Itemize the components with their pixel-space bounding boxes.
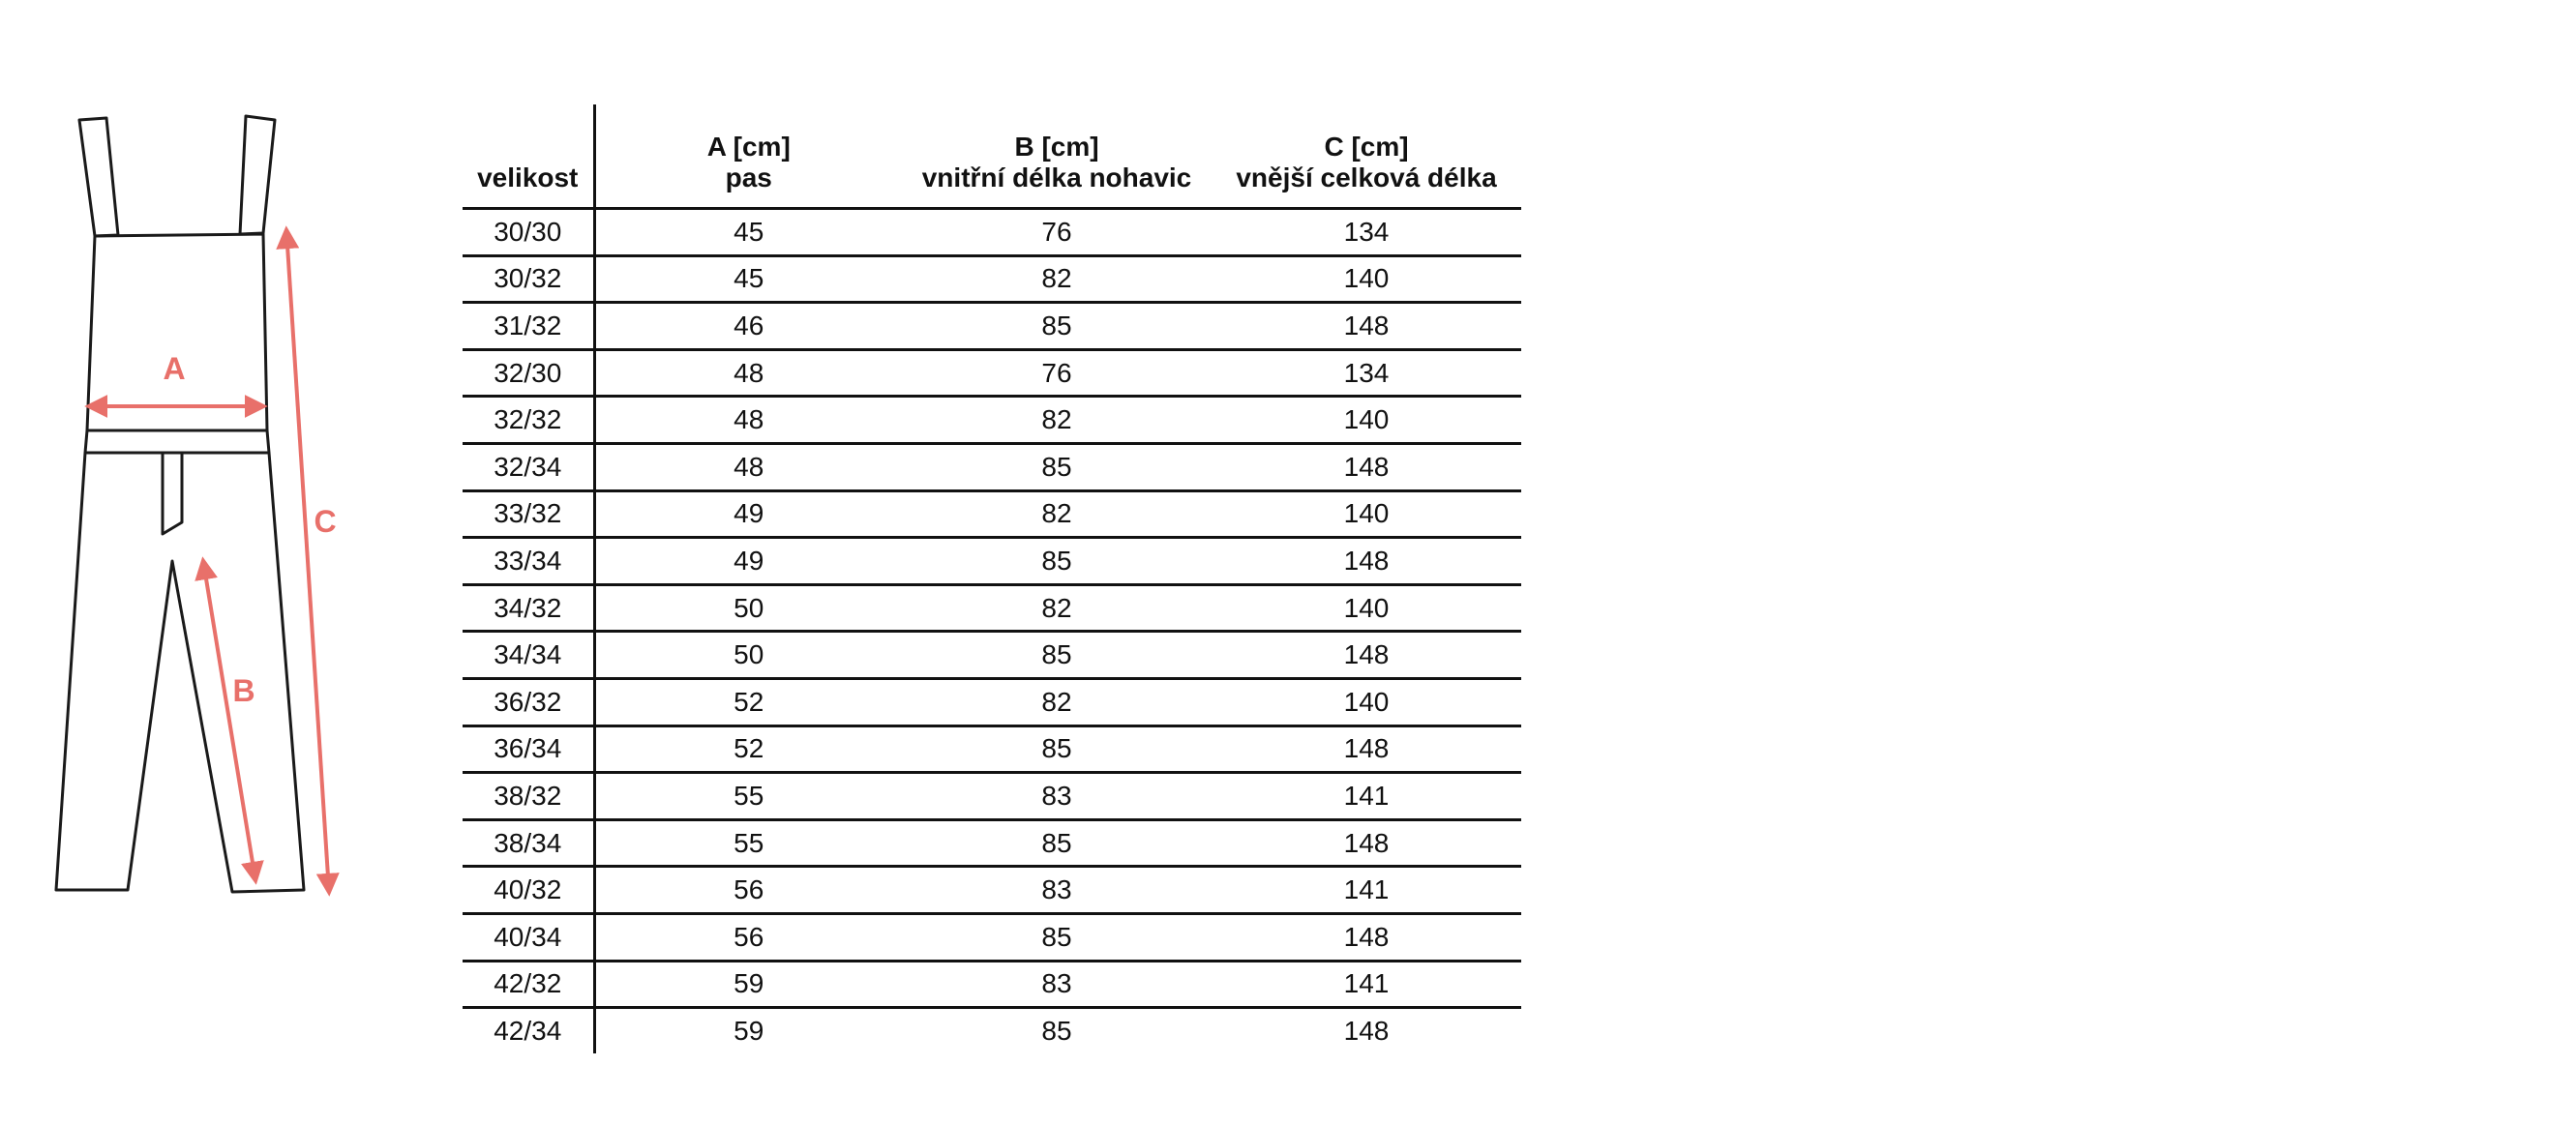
cell-waist: 56 xyxy=(594,913,902,961)
table-row xyxy=(463,584,1521,632)
overalls-diagram xyxy=(39,97,368,909)
cell-waist: 59 xyxy=(594,961,902,1008)
cell-size: 32/32 xyxy=(463,397,594,444)
cell-outseam: 140 xyxy=(1212,397,1521,444)
cell-inseam: 76 xyxy=(902,349,1212,397)
header-size-label: velikost xyxy=(477,163,579,192)
table-row xyxy=(463,490,1521,538)
cell-waist: 55 xyxy=(594,773,902,820)
cell-waist: 52 xyxy=(594,725,902,773)
bib xyxy=(87,234,267,430)
cell-size: 42/34 xyxy=(463,1008,594,1053)
measure-c-arrow xyxy=(286,230,329,892)
table-row xyxy=(463,443,1521,490)
cell-size: 33/32 xyxy=(463,490,594,538)
cell-waist: 45 xyxy=(594,209,902,256)
table-row xyxy=(463,961,1521,1008)
cell-inseam: 85 xyxy=(902,913,1212,961)
cell-inseam: 85 xyxy=(902,819,1212,867)
measure-b-arrow xyxy=(203,561,255,880)
cell-outseam: 141 xyxy=(1212,773,1521,820)
table-row xyxy=(463,632,1521,679)
cell-size: 40/32 xyxy=(463,867,594,914)
cell-waist: 56 xyxy=(594,867,902,914)
cell-waist: 49 xyxy=(594,538,902,585)
cell-outseam: 148 xyxy=(1212,913,1521,961)
cell-waist: 59 xyxy=(734,1015,764,1046)
cell-waist: 48 xyxy=(594,397,902,444)
cell-outseam: 134 xyxy=(1212,209,1521,256)
trousers xyxy=(56,453,304,892)
cell-inseam: 83 xyxy=(902,961,1212,1008)
cell-outseam: 140 xyxy=(1212,678,1521,725)
header-b-subtitle: vnitřní délka nohavic xyxy=(921,163,1192,192)
cell-outseam: 134 xyxy=(1212,349,1521,397)
cell-outseam: 148 xyxy=(1212,303,1521,350)
header-a xyxy=(594,104,902,209)
cell-inseam: 85 xyxy=(902,725,1212,773)
cell-waist: 45 xyxy=(594,255,902,303)
cell-waist: 49 xyxy=(594,490,902,538)
table-row xyxy=(463,913,1521,961)
cell-size: 40/34 xyxy=(463,913,594,961)
cell-waist: 50 xyxy=(594,584,902,632)
cell-waist: 48 xyxy=(594,443,902,490)
fly xyxy=(163,453,182,534)
left-strap xyxy=(79,118,118,236)
table-row xyxy=(463,678,1521,725)
measure-a-label: A xyxy=(163,351,186,386)
table-row xyxy=(463,303,1521,350)
cell-waist: 50 xyxy=(594,632,902,679)
cell-inseam: 85 xyxy=(902,632,1212,679)
cell-outseam: 140 xyxy=(1212,584,1521,632)
table-header-row xyxy=(463,104,1521,209)
table-row xyxy=(463,773,1521,820)
cell-outseam: 148 xyxy=(1212,819,1521,867)
cell-inseam: 82 xyxy=(902,584,1212,632)
header-c xyxy=(1212,104,1521,209)
cell-outseam: 141 xyxy=(1212,867,1521,914)
table-row xyxy=(463,725,1521,773)
cell-outseam: 148 xyxy=(1212,632,1521,679)
header-b xyxy=(902,104,1212,209)
table-row xyxy=(463,538,1521,585)
cell-size: 33/34 xyxy=(463,538,594,585)
cell-inseam: 82 xyxy=(902,397,1212,444)
table-row xyxy=(463,255,1521,303)
overalls-illustration xyxy=(39,97,368,909)
cell-size: 34/32 xyxy=(463,584,594,632)
cell-size: 38/34 xyxy=(463,819,594,867)
cell-size: 30/32 xyxy=(463,255,594,303)
cell-size: 32/30 xyxy=(463,349,594,397)
cell-outseam: 148 xyxy=(1212,443,1521,490)
cell-size: 38/32 xyxy=(463,773,594,820)
cell-outseam: 148 xyxy=(1212,538,1521,585)
cell-outseam: 140 xyxy=(1212,490,1521,538)
header-c-title: C [cm] xyxy=(1324,132,1409,162)
cell-inseam: 76 xyxy=(902,209,1212,256)
table-row xyxy=(463,867,1521,914)
cell-inseam: 83 xyxy=(902,867,1212,914)
measure-c-label: C xyxy=(314,504,337,539)
cell-waist: 48 xyxy=(594,349,902,397)
header-a-title: A [cm] xyxy=(706,132,791,162)
cell-inseam: 82 xyxy=(902,255,1212,303)
table-row xyxy=(463,1008,1521,1053)
table-body xyxy=(463,209,1521,1053)
cell-size: 34/34 xyxy=(463,632,594,679)
cell-inseam: 82 xyxy=(902,678,1212,725)
overalls-outline xyxy=(56,116,304,892)
right-strap xyxy=(240,116,275,234)
header-c-subtitle: vnější celková délka xyxy=(1236,163,1497,192)
header-b-title: B [cm] xyxy=(1014,132,1099,162)
cell-size: 42/32 xyxy=(463,961,594,1008)
cell-outseam: 148 xyxy=(1212,725,1521,773)
table-row xyxy=(463,397,1521,444)
cell-outseam: 148 xyxy=(1343,1015,1390,1046)
header-a-subtitle: pas xyxy=(725,163,772,192)
measure-b-label: B xyxy=(232,673,255,708)
cell-inseam: 82 xyxy=(902,490,1212,538)
table-row xyxy=(463,209,1521,256)
cell-size: 31/32 xyxy=(463,303,594,350)
measurement-markers xyxy=(89,230,329,892)
cell-inseam: 85 xyxy=(902,538,1212,585)
cell-waist: 55 xyxy=(594,819,902,867)
cell-inseam: 85 xyxy=(1041,1015,1072,1046)
table-row xyxy=(463,819,1521,867)
cell-outseam: 141 xyxy=(1212,961,1521,1008)
cell-size: 36/32 xyxy=(463,678,594,725)
cell-outseam: 140 xyxy=(1212,255,1521,303)
cell-size: 32/34 xyxy=(463,443,594,490)
cell-size: 30/30 xyxy=(463,209,594,256)
cell-waist: 52 xyxy=(594,678,902,725)
cell-waist: 46 xyxy=(594,303,902,350)
cell-size: 36/34 xyxy=(463,725,594,773)
cell-inseam: 83 xyxy=(902,773,1212,820)
size-chart-table xyxy=(463,104,1521,1053)
cell-inseam: 85 xyxy=(902,303,1212,350)
cell-inseam: 85 xyxy=(902,443,1212,490)
table-row xyxy=(463,349,1521,397)
waistband xyxy=(85,430,269,453)
header-size xyxy=(463,104,594,209)
